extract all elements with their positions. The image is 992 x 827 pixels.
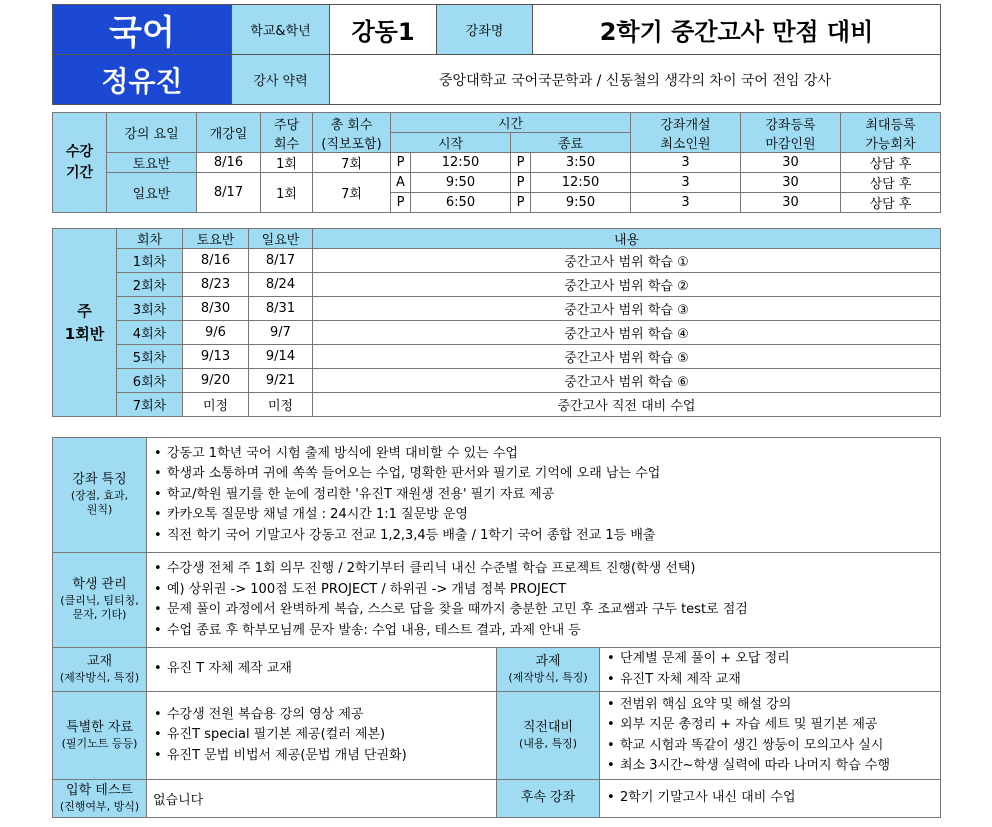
- session-no: 4회차: [117, 321, 183, 345]
- session-sat-date: 미정: [183, 393, 249, 417]
- profile-value: 중앙대학교 국어국문학과 / 신동철의 생각의 차이 국어 전임 강사: [330, 55, 941, 105]
- session-no: 3회차: [117, 297, 183, 321]
- sun-ap-end: P: [511, 193, 531, 213]
- session-row: [53, 393, 941, 417]
- session-no: 5회차: [117, 345, 183, 369]
- sat-day: 토요반: [107, 153, 197, 173]
- followup-item: • 2학기 기말고사 내신 대비 수업: [606, 788, 934, 809]
- col-day: 강의 요일: [107, 113, 197, 153]
- session-sat-date: 9/13: [183, 345, 249, 369]
- final-prep-title: 직전대비: [522, 719, 574, 735]
- materials-content: [147, 692, 497, 780]
- session-no: 7회차: [117, 393, 183, 417]
- final-prep-item: • 전범위 핵심 요약 및 해설 강의: [606, 695, 934, 716]
- final-prep-item: • 최소 3시간~학생 실력에 따라 나머지 학습 수행: [606, 756, 934, 777]
- final-prep-label: [497, 692, 600, 780]
- sun-weekly: 1회: [261, 173, 313, 213]
- session-sat-date: 9/20: [183, 369, 249, 393]
- session-content: 중간고사 범위 학습 ④: [313, 321, 941, 345]
- textbook-title: 교재: [86, 653, 113, 669]
- session-content: 중간고사 범위 학습 ⑥: [313, 369, 941, 393]
- col-session-no: 회차: [117, 229, 183, 249]
- entrance-test-subtitle: (진행여부, 방식): [59, 799, 140, 813]
- materials-item: • 수강생 전원 복습용 강의 영상 제공: [153, 705, 490, 726]
- sun-max: 상담 후: [841, 173, 941, 193]
- materials-item: • 유진T 문법 비법서 제공(문법 개념 단권화): [153, 746, 490, 767]
- session-row: [53, 369, 941, 393]
- session-no: 2회차: [117, 273, 183, 297]
- materials-label: [53, 692, 147, 780]
- school-grade-label: 학교&학년: [232, 5, 330, 55]
- sat-ap-end: P: [511, 153, 531, 173]
- homework-subtitle: (제작방식, 특징): [508, 670, 588, 684]
- session-sun-date: 9/14: [249, 345, 313, 369]
- col-time: 시간: [391, 113, 631, 133]
- sat-start-date: 8/16: [197, 153, 261, 173]
- session-sun-date: 9/7: [249, 321, 313, 345]
- session-sun-date: 9/21: [249, 369, 313, 393]
- session-row: [53, 321, 941, 345]
- header-table: [52, 4, 941, 105]
- col-start: 시작: [391, 133, 511, 153]
- textbook-label: [53, 648, 147, 692]
- followup-title: 후속 강좌: [520, 790, 576, 806]
- materials-subtitle: (필기노트 등등): [61, 736, 138, 750]
- session-content: 중간고사 범위 학습 ①: [313, 249, 941, 273]
- sun-max: 상담 후: [841, 193, 941, 213]
- final-prep-item: • 학교 시험과 똑같이 생긴 쌍둥이 모의고사 실시: [606, 736, 934, 757]
- sat-weekly: 1회: [261, 153, 313, 173]
- col-session-sat: 토요반: [183, 229, 249, 249]
- session-sat-date: 9/6: [183, 321, 249, 345]
- followup-content: [600, 780, 941, 818]
- sun-min: 3: [631, 173, 741, 193]
- management-title: 학생 관리: [72, 577, 127, 593]
- schedule-table: [52, 112, 941, 213]
- sun-deadline: 30: [741, 173, 841, 193]
- session-content: 중간고사 범위 학습 ②: [313, 273, 941, 297]
- col-min: 강좌개설 최소인원: [631, 113, 741, 153]
- features-item: • 강동고 1학년 국어 시험 출제 방식에 완벽 대비할 수 있는 수업: [153, 444, 934, 465]
- col-max: 최대등록 가능회차: [841, 113, 941, 153]
- sun-start-date: 8/17: [197, 173, 261, 213]
- features-item: • 직전 학기 국어 기말고사 강동고 전교 1,2,3,4등 배출 / 1학기 국어 종합 전교 1등 배출: [153, 526, 934, 547]
- management-item: • 문제 풀이 과정에서 완벽하게 복습, 스스로 답을 찾을 때까지 충분한 고민 후 조교쌤과 구두 test로 점검: [153, 600, 934, 621]
- features-content: [147, 438, 941, 553]
- entrance-test-title: 입학 테스트: [66, 782, 133, 798]
- followup-label: [497, 780, 600, 818]
- session-sat-date: 8/30: [183, 297, 249, 321]
- textbook-subtitle: (제작방식, 특징): [59, 670, 140, 684]
- materials-title: 특별한 자료: [66, 719, 133, 735]
- homework-label: [497, 648, 600, 692]
- final-prep-item: • 외부 지문 총정리 + 자습 세트 및 필기본 제공: [606, 715, 934, 736]
- entrance-test-value: 없습니다: [147, 780, 497, 818]
- course-name-label: 강좌명: [437, 5, 533, 55]
- management-item: • 예) 상위권 -> 100점 도전 PROJECT / 하위권 -> 개념 정복 PROJECT: [153, 580, 934, 601]
- management-item: • 수업 종료 후 학부모님께 문자 발송: 수업 내용, 테스트 결과, 과제 안내 등: [153, 621, 934, 642]
- sun-end: 12:50: [531, 173, 631, 193]
- textbook-item: • 유진 T 자체 제작 교재: [153, 659, 490, 680]
- sat-min: 3: [631, 153, 741, 173]
- sat-max: 상담 후: [841, 153, 941, 173]
- session-row: [53, 273, 941, 297]
- features-title: 강좌 특징: [72, 472, 127, 488]
- management-subtitle: (클리닉, 팀티칭, 문자, 기타): [60, 594, 139, 622]
- management-label: [53, 553, 147, 648]
- session-sat-date: 8/23: [183, 273, 249, 297]
- sessions-section-label: 주 1회반: [53, 229, 117, 417]
- schedule-row-sun-1: [53, 173, 941, 193]
- session-sun-date: 8/31: [249, 297, 313, 321]
- sat-ap-start: P: [391, 153, 411, 173]
- schedule-row-sat: [53, 153, 941, 173]
- schedule-section-label: 수강 기간: [53, 113, 107, 213]
- col-session-content: 내용: [313, 229, 941, 249]
- sun-total: 7회: [313, 173, 391, 213]
- session-row: [53, 345, 941, 369]
- col-weekly: 주당 회수: [261, 113, 313, 153]
- textbook-content: [147, 648, 497, 692]
- session-content: 중간고사 범위 학습 ⑤: [313, 345, 941, 369]
- session-sun-date: 8/17: [249, 249, 313, 273]
- col-total: 총 회수 (직보포함): [313, 113, 391, 153]
- homework-content: [600, 648, 941, 692]
- sat-deadline: 30: [741, 153, 841, 173]
- management-content: [147, 553, 941, 648]
- sun-start: 6:50: [411, 193, 511, 213]
- sat-start: 12:50: [411, 153, 511, 173]
- course-name-value: 2학기 중간고사 만점 대비: [533, 5, 941, 55]
- features-subtitle: (장점, 효과, 원칙): [70, 489, 129, 517]
- subject-cell: 국어: [53, 5, 232, 55]
- features-label: [53, 438, 147, 553]
- homework-item: • 유진T 자체 제작 교재: [606, 670, 934, 691]
- sun-end: 9:50: [531, 193, 631, 213]
- col-session-sun: 일요반: [249, 229, 313, 249]
- session-sun-date: 미정: [249, 393, 313, 417]
- session-sun-date: 8/24: [249, 273, 313, 297]
- materials-item: • 유진T special 필기본 제공(컬러 제본): [153, 725, 490, 746]
- session-no: 1회차: [117, 249, 183, 273]
- homework-title: 과제: [535, 653, 561, 669]
- profile-label: 강사 약력: [232, 55, 330, 105]
- sun-ap-start: A: [391, 173, 411, 193]
- col-deadline: 강좌등록 마감인원: [741, 113, 841, 153]
- col-end: 종료: [511, 133, 631, 153]
- final-prep-subtitle: (내용, 특징): [518, 736, 578, 750]
- sun-ap-start: P: [391, 193, 411, 213]
- col-start-date: 개강일: [197, 113, 261, 153]
- session-row: [53, 297, 941, 321]
- session-content: 중간고사 직전 대비 수업: [313, 393, 941, 417]
- school-grade-value: 강동1: [330, 5, 437, 55]
- entrance-test-label: [53, 780, 147, 818]
- features-item: • 학생과 소통하며 귀에 쏙쏙 들어오는 수업, 명확한 판서와 필기로 기억에 오래 남는 수업: [153, 464, 934, 485]
- features-item: • 학교/학원 필기를 한 눈에 정리한 '유진T 재원생 전용' 필기 자료 제공: [153, 485, 934, 506]
- session-sat-date: 8/16: [183, 249, 249, 273]
- session-content: 중간고사 범위 학습 ③: [313, 297, 941, 321]
- sessions-table: [52, 228, 941, 417]
- sun-min: 3: [631, 193, 741, 213]
- management-item: • 수강생 전체 주 1회 의무 진행 / 2학기부터 클리닉 내신 수준별 학습 프로젝트 진행(학생 선택): [153, 559, 934, 580]
- session-row: [53, 249, 941, 273]
- sat-total: 7회: [313, 153, 391, 173]
- final-prep-content: [600, 692, 941, 780]
- sun-start: 9:50: [411, 173, 511, 193]
- session-no: 6회차: [117, 369, 183, 393]
- features-item: • 카카오톡 질문방 채널 개설 : 24시간 1:1 질문방 운영: [153, 505, 934, 526]
- sun-deadline: 30: [741, 193, 841, 213]
- teacher-name: 정유진: [53, 55, 232, 105]
- sat-end: 3:50: [531, 153, 631, 173]
- sun-ap-end: P: [511, 173, 531, 193]
- sun-day: 일요반: [107, 173, 197, 213]
- homework-item: • 단계별 문제 풀이 + 오답 정리: [606, 649, 934, 670]
- details-table: [52, 437, 941, 818]
